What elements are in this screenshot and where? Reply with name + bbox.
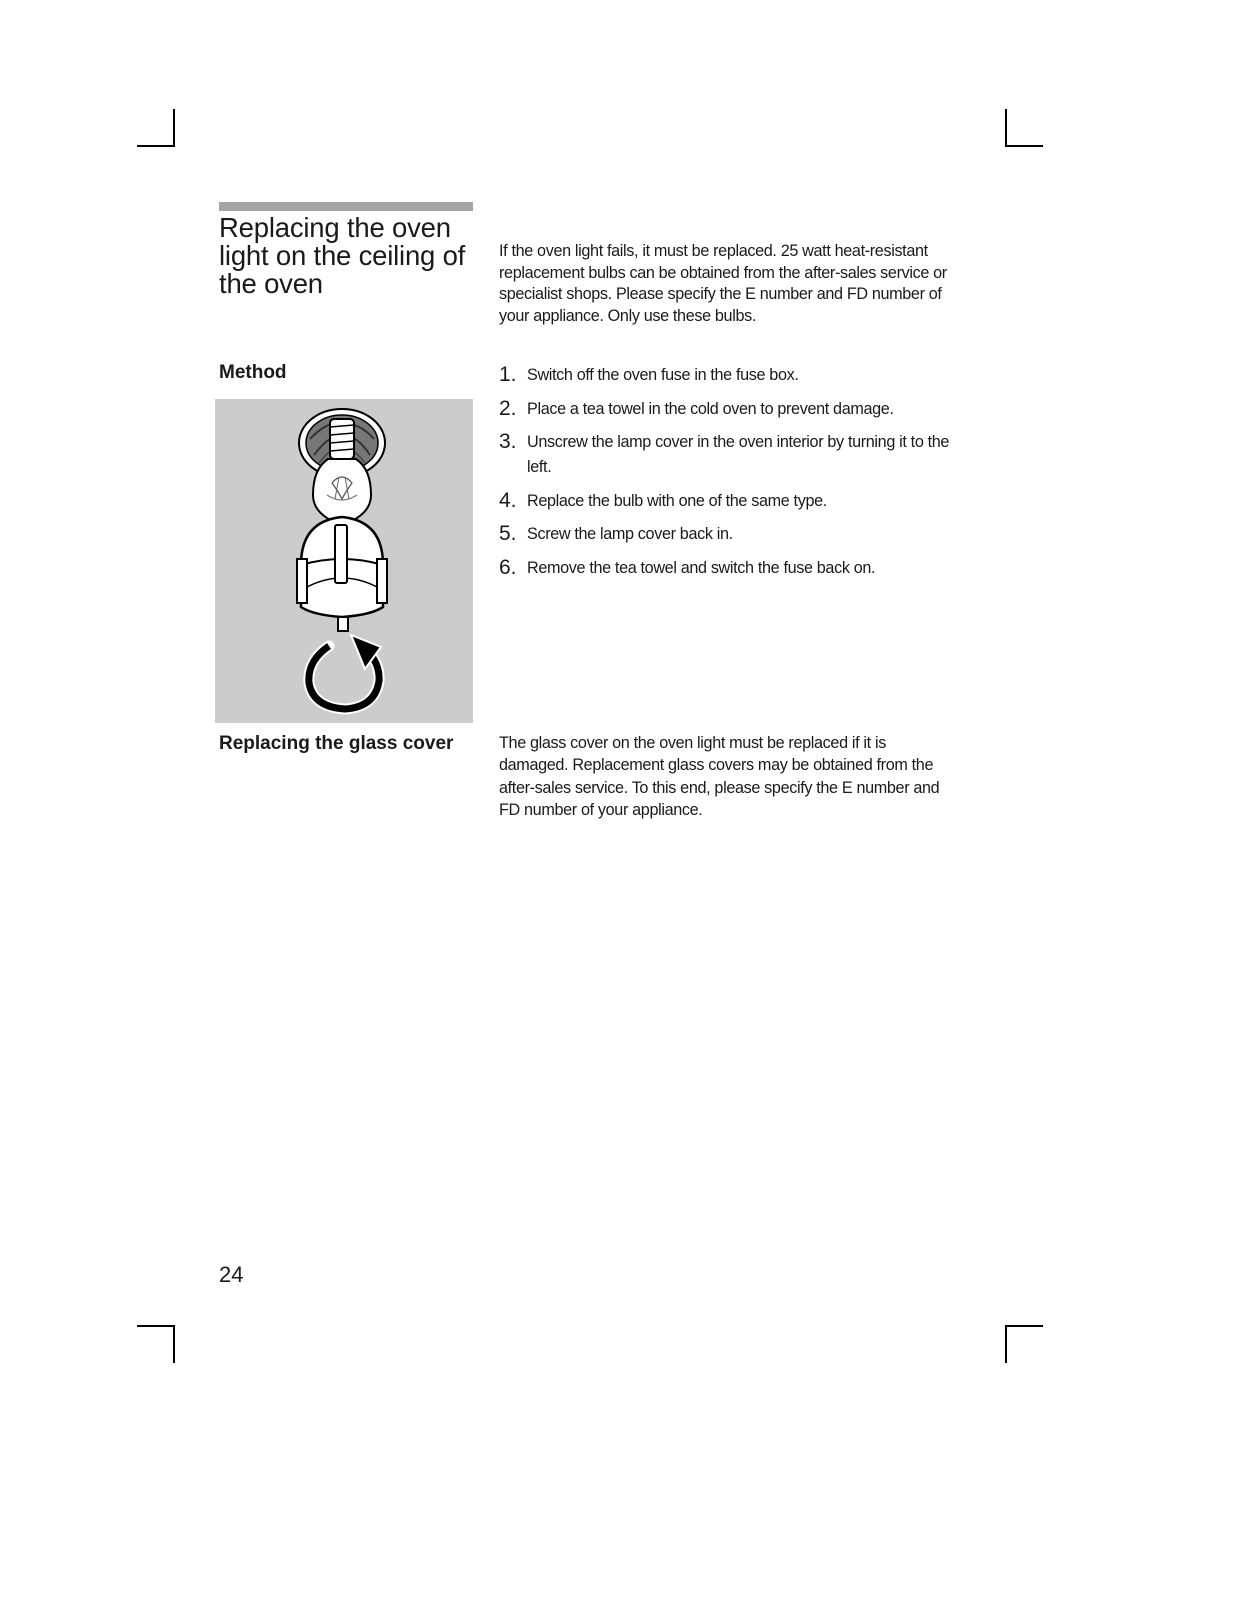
list-item	[499, 430, 959, 480]
step-text: Remove the tea towel and switch the fuse back on.	[527, 558, 876, 577]
intro-paragraph: If the oven light fails, it must be replaced. 25 watt heat-resistant replacement bulbs can be obtained from the after-sales service or specialist shops. Please specify the E number and FD number of your appliance. Only use these bulbs.	[499, 242, 947, 325]
page-number: 24	[219, 1262, 244, 1287]
glass-cover-paragraph: The glass cover on the oven light must be replaced if it is damaged. Replacement glass covers may be obtained from the after-sales service. To this end, please specify the E number and FD number of your appliance.	[499, 734, 940, 820]
step-text: Unscrew the lamp cover in the oven interior by turning it to the left.	[527, 433, 950, 476]
step-number: 3.	[499, 430, 517, 453]
step-text: Place a tea towel in the cold oven to prevent damage.	[527, 399, 894, 418]
list-item	[499, 522, 959, 547]
bulb-base	[330, 419, 354, 459]
step-number: 1.	[499, 363, 517, 386]
section-title: Replacing the oven light on the ceiling of the oven	[219, 212, 466, 299]
list-item	[499, 363, 959, 388]
lamp-cover	[297, 517, 387, 631]
method-steps-list	[499, 363, 959, 589]
crop-mark-bottom-left	[137, 1325, 175, 1363]
section-header-bar	[219, 202, 473, 211]
crop-mark-top-left	[137, 109, 175, 147]
step-number: 2.	[499, 396, 517, 420]
glass-cover-label: Replacing the glass cover	[219, 733, 454, 754]
step-text: Screw the lamp cover back in.	[527, 525, 733, 543]
list-item	[499, 556, 959, 581]
step-text: Replace the bulb with one of the same type.	[527, 491, 827, 510]
method-label: Method	[219, 362, 287, 383]
rotate-left-arrow-icon	[309, 635, 381, 709]
list-item	[499, 489, 959, 514]
crop-mark-bottom-right	[1005, 1325, 1043, 1363]
crop-mark-top-right	[1005, 109, 1043, 147]
step-text: Switch off the oven fuse in the fuse box.	[527, 366, 799, 384]
list-item	[499, 397, 959, 422]
oven-lamp-illustration	[215, 399, 473, 723]
light-bulb	[313, 459, 371, 525]
step-number: 6.	[499, 555, 517, 579]
step-number: 5.	[499, 522, 517, 545]
step-number: 4.	[499, 488, 517, 512]
